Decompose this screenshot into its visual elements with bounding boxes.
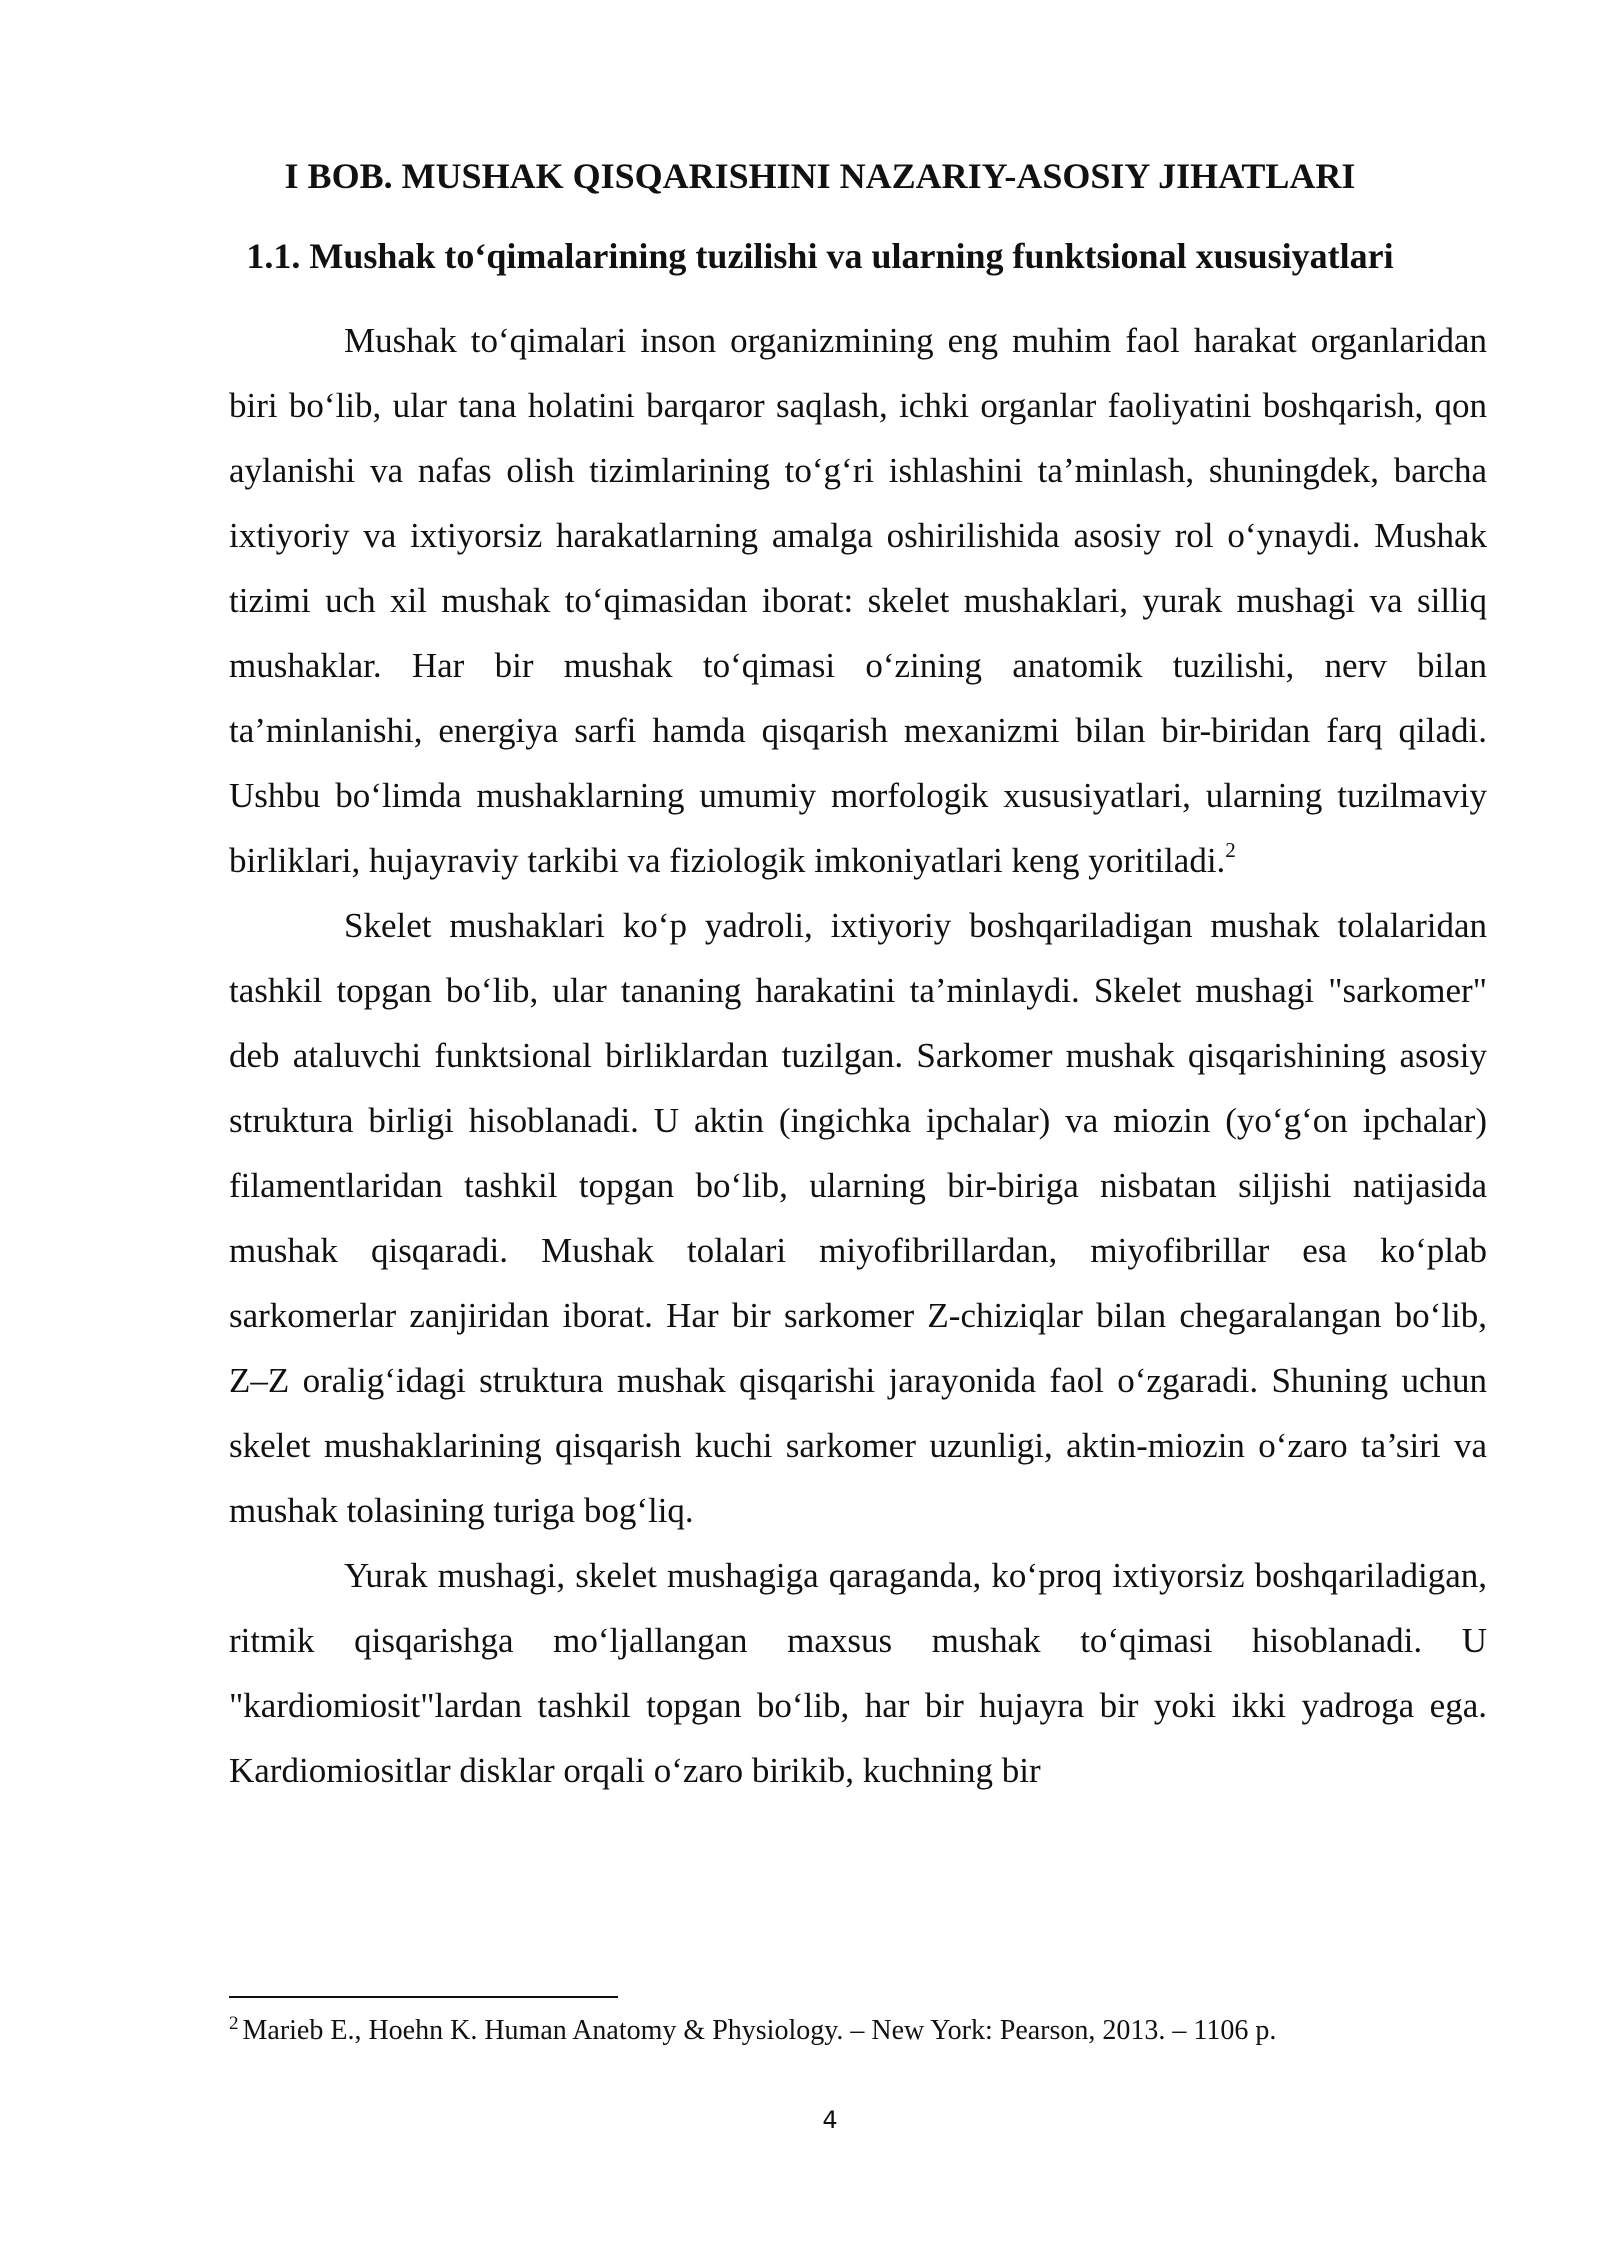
footnote-reference: 2 [1225,838,1236,862]
footnote [229,2012,1487,2050]
paragraph-3-text: Yurak mushagi, skelet mushagiga qaraganda, ko‘proq ixtiyorsiz boshqariladigan, ritmik qisqarishga mo‘ljallangan maxsus mushak to‘qimasi hisoblanadi. U "kardiomiosit"lardan tashkil topgan bo‘lib, har bir hujayra bir yoki ikki yadroga ega. Kardiomiositlar disklar orqali o‘zaro birikib, kuchning bir [229,1556,1487,1790]
page-number: 4 [822,2106,838,2134]
paragraph-1-text: Mushak to‘qimalari inson organizmining eng muhim faol harakat organlaridan biri bo‘lib, ular tana holatini barqaror saqlash, ichki organlar faoliyatini boshqarish, qon aylanishi va nafas olish tizimlarining to‘g‘ri ishlashini ta’minlash, shuningdek, barcha ixtiyoriy va ixtiyorsiz harakatlarning amalga oshirilishida asosiy rol o‘ynaydi. Mushak tizimi uch xil mushak to‘qimasidan iborat: skelet mushaklari, yurak mushagi va silliq mushaklar. Har bir mushak to‘qimasi o‘zining anatomik tuzilishi, nerv bilan ta’minlanishi, energiya sarfi hamda qisqarish mexanizmi bilan bir-biridan farq qiladi. Ushbu bo‘limda mushaklarning umumiy morfologik xususiyatlari, ularning tuzilmaviy birliklari, hujayraviy tarkibi va fiziologik imkoniyatlari keng yoritiladi. [229,321,1487,880]
body-text [229,308,1487,1803]
paragraph-2-text: Skelet mushaklari ko‘p yadroli, ixtiyoriy boshqariladigan mushak tolalaridan tashkil topgan bo‘lib, ular tananing harakatini ta’minlaydi. Skelet mushagi "sarkomer" deb ataluvchi funktsional birliklardan tuzilgan. Sarkomer mushak qisqarishining asosiy struktura birligi hisoblanadi. U aktin (ingichka ipchalar) va miozin (yo‘g‘on ipchalar) filamentlaridan tashkil topgan bo‘lib, ularning bir-biriga nisbatan siljishi natijasida mushak qisqaradi. Mushak tolalari miyofibrillardan, miyofibrillar esa ko‘plab sarkomerlar zanjiridan iborat. Har bir sarkomer Z-chiziqlar bilan chegaralangan bo‘lib, Z–Z oralig‘idagi struktura mushak qisqarishi jarayonida faol o‘zgaradi. Shuning uchun skelet mushaklarining qisqarish kuchi sarkomer uzunligi, aktin-miozin o‘zaro ta’siri va mushak tolasining turiga bog‘liq. [229,906,1487,1530]
footnote-text: Marieb E., Hoehn K. Human Anatomy & Physiology. – New York: Pearson, 2013. – 1106 p. [242,2015,1277,2046]
paragraph-3 [229,1543,1487,1803]
section-title: 1.1. Mushak to‘qimalarining tuzilishi va ularning funktsional xususiyatlari [246,236,1394,276]
paragraph-1 [229,308,1487,893]
footnote-separator [229,1996,618,1998]
chapter-title: I BOB. MUSHAK QISQARISHINI NAZARIY-ASOSIY JIHATLARI [284,156,1356,196]
footnote-marker: 2 [229,2013,239,2034]
paragraph-2 [229,893,1487,1543]
